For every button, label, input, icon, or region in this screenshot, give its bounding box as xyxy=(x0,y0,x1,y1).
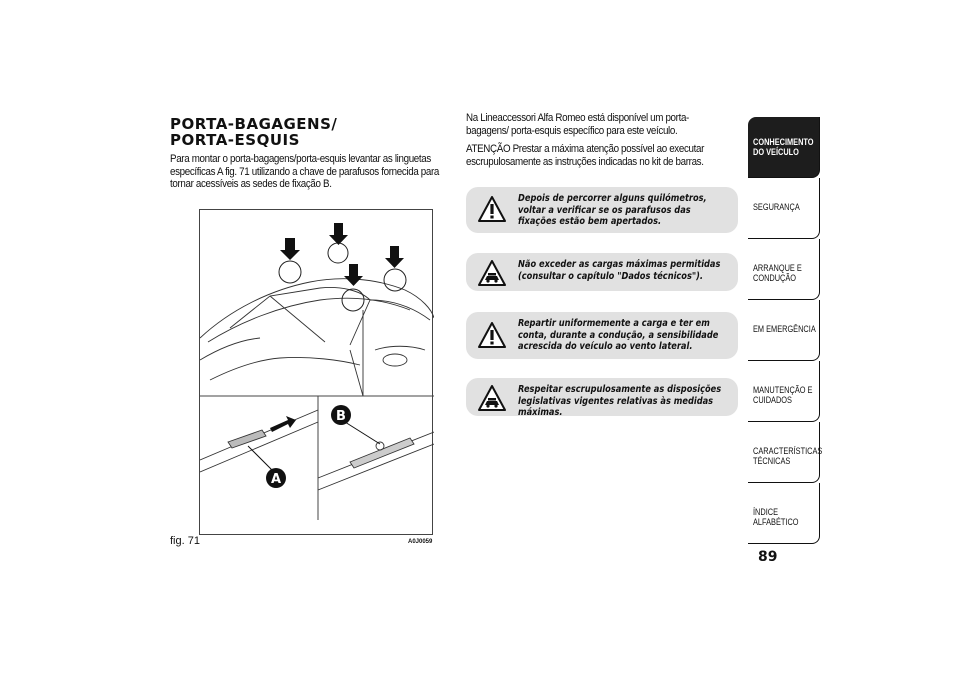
detail-seat-b xyxy=(318,432,434,490)
tab-indice-alfabetico[interactable] xyxy=(748,483,820,544)
car-outline xyxy=(200,279,434,396)
section-title-line1: PORTA-BAGAGENS/ xyxy=(170,115,338,133)
section-title-line2: PORTA-ESQUIS xyxy=(170,131,300,149)
callout-a: A xyxy=(270,472,282,487)
page-number: 89 xyxy=(758,549,778,565)
attention-paragraph: ATENÇÃO Prestar a máxima atenção possível ao executar escrupulosamente as instruções indicadas no kit de barras. xyxy=(466,143,705,168)
warning-box-2 xyxy=(466,253,738,291)
arrow-left-icon xyxy=(270,416,296,432)
tab-label: ÍNDICE ALFABÉTICO xyxy=(753,507,799,527)
car-load-icon xyxy=(478,260,506,286)
warning-triangle-icon xyxy=(478,322,506,348)
warning-triangle-icon xyxy=(478,196,506,222)
tab-conhecimento-do-veiculo[interactable] xyxy=(748,117,820,178)
tab-label: CARACTERÍSTICAS TÉCNICAS xyxy=(753,446,823,466)
figure-label: fig. 71 xyxy=(170,535,200,547)
right-column-text xyxy=(466,112,736,174)
tab-label: CONHECIMENTO DO VEÍCULO xyxy=(753,137,814,157)
tab-em-emergencia[interactable] xyxy=(748,300,820,361)
figure-code: A0J0059 xyxy=(408,539,433,545)
figure-roof-rack xyxy=(199,209,433,535)
tab-seguranca[interactable] xyxy=(748,178,820,239)
car-load-icon xyxy=(478,385,506,411)
warning-text-4: Respeitar escrupulosamente as disposições legislativas vigentes relativas às medidas máximas. xyxy=(518,384,722,418)
warning-text-2: Não exceder as cargas máximas permitidas (consultar o capítulo "Dados técnicos"). xyxy=(518,259,721,282)
detail-tab-a xyxy=(200,410,318,472)
arrow-down-icons xyxy=(280,223,404,286)
warning-box-3 xyxy=(466,312,738,359)
figure-illustration xyxy=(200,210,434,536)
tab-label: MANUTENÇÃO E CUIDADOS xyxy=(753,385,813,405)
tab-label: SEGURANÇA xyxy=(753,202,800,212)
tab-manutencao-e-cuidados[interactable] xyxy=(748,361,820,422)
warning-box-1 xyxy=(466,187,738,233)
warning-text-1: Depois de percorrer alguns quilómetros, voltar a verificar se os parafusos das fixações estão bem apertados. xyxy=(518,193,707,227)
tab-label: EM EMERGÊNCIA xyxy=(753,324,816,334)
tab-label: ARRANQUE E CONDUÇÃO xyxy=(753,263,802,283)
section-title xyxy=(170,116,440,148)
accessory-paragraph: Na Lineaccessori Alfa Romeo está disponível um porta-bagagens/ porta-esquis específico para este veículo. xyxy=(466,112,689,137)
warning-text-3: Repartir uniformemente a carga e ter em conta, durante a condução, a sensibilidade acrescida do veículo ao vento lateral. xyxy=(518,318,719,352)
intro-paragraph: Para montar o porta-bagagens/porta-esquis levantar as linguetas específicas A fig. 71 utilizando a chave de parafusos fornecida para tornar acessíveis as sedes de fixação B. xyxy=(170,153,440,190)
warning-box-4 xyxy=(466,378,738,416)
callout-b: B xyxy=(336,409,346,424)
tab-caracteristicas-tecnicas[interactable] xyxy=(748,422,823,483)
intro-text-block xyxy=(170,153,440,191)
tab-arranque-e-conducao[interactable] xyxy=(748,239,820,300)
fixing-point-circles xyxy=(279,243,406,311)
